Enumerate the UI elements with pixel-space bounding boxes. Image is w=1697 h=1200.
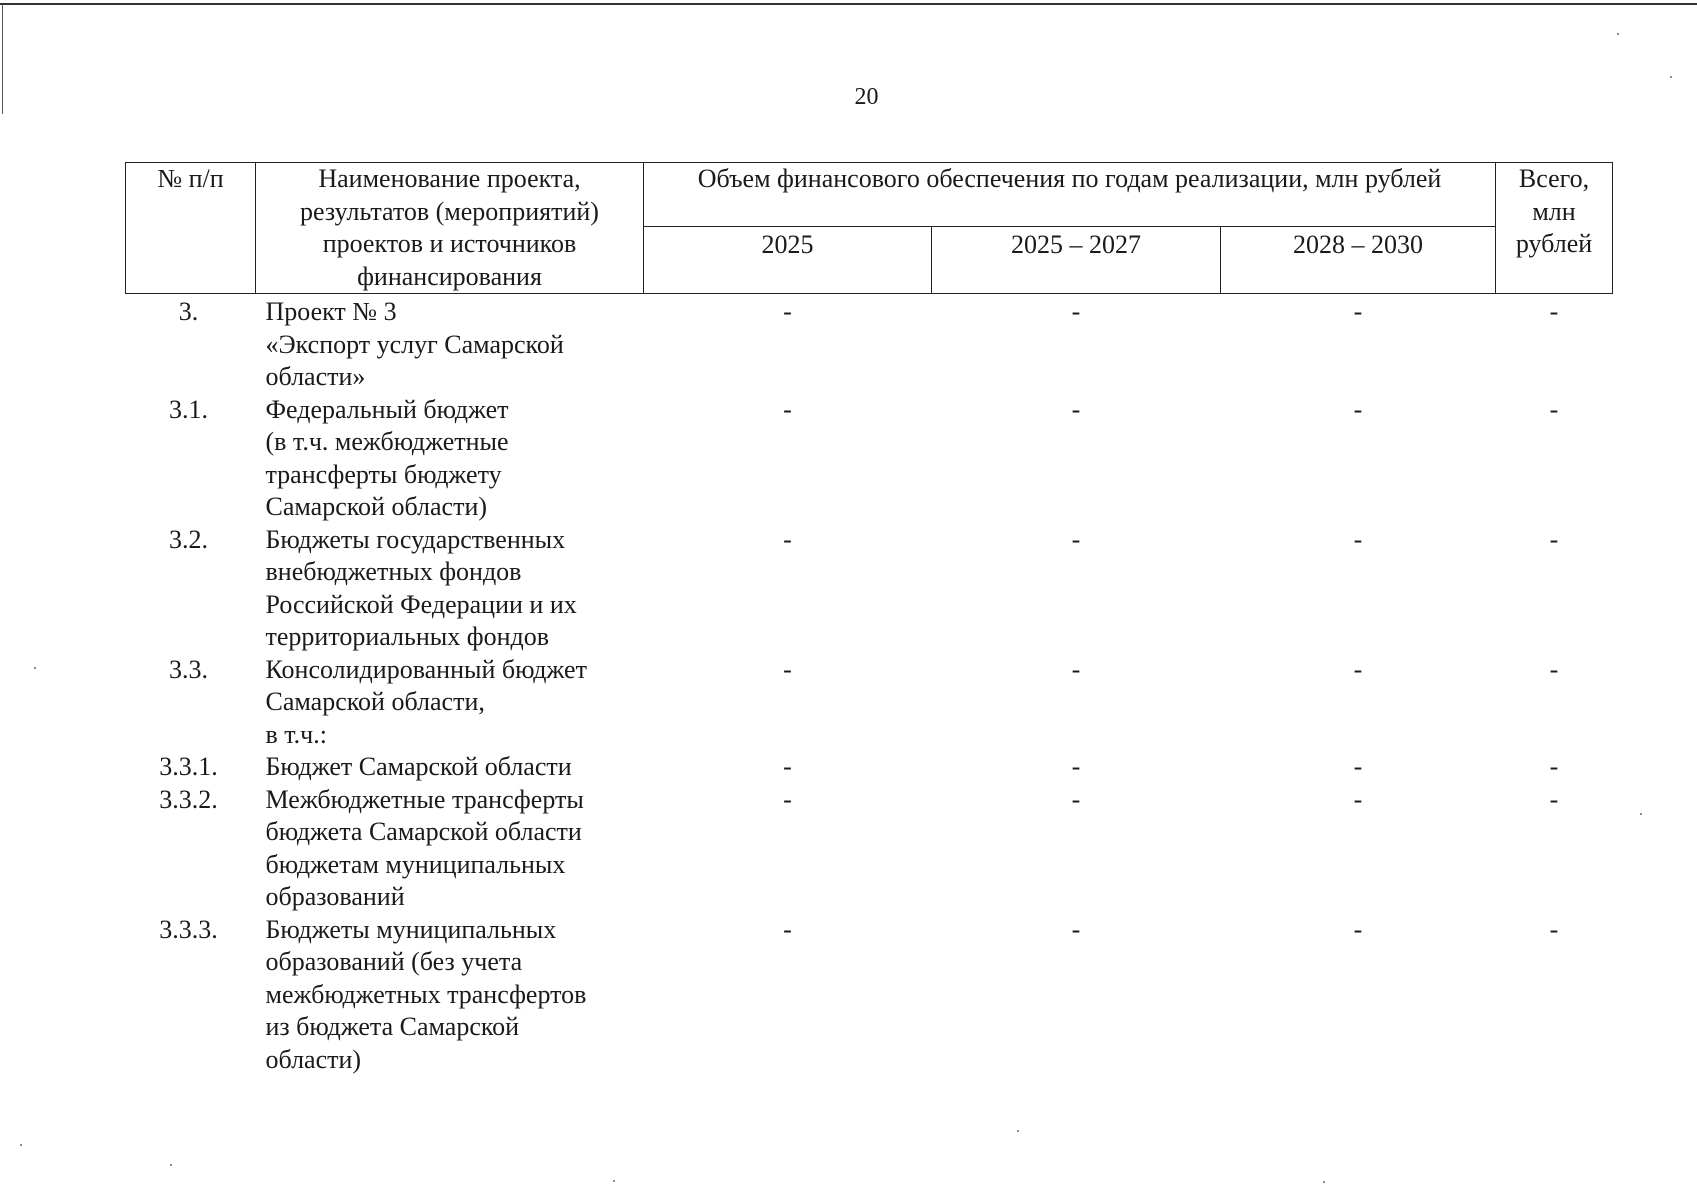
row-number: 3.3.1. (159, 752, 218, 781)
row-name-line: области) (265, 1044, 362, 1074)
value-2025-2027: - (1071, 784, 1081, 814)
value-total: - (1549, 524, 1559, 554)
row-name (256, 751, 644, 784)
row-name-line: территориальных фондов (265, 622, 549, 651)
row-name-line: образований (без учета (265, 947, 523, 976)
value-2025-2027: - (1071, 524, 1081, 554)
value-2025-2027: - (1071, 394, 1081, 424)
table-row (126, 394, 1613, 524)
row-name-line: Межбюджетные трансферты (265, 784, 584, 814)
row-name-line: внебюджетных фондов (265, 557, 522, 586)
row-name-line: Бюджеты государственных (265, 524, 566, 554)
table-row (126, 524, 1613, 654)
row-name-line: межбюджетных трансфертов (265, 979, 587, 1009)
scan-speck (170, 1164, 172, 1166)
value-2028-2030: - (1353, 914, 1363, 944)
row-number: 3.1. (169, 394, 208, 424)
page-number: 20 (854, 84, 879, 110)
header-year-2025: 2025 (644, 226, 932, 293)
row-name (256, 524, 644, 654)
scan-speck (1323, 1181, 1325, 1183)
row-name-line: трансферты бюджету (265, 459, 502, 489)
scan-speck (1670, 76, 1672, 78)
row-number: 3.3. (169, 654, 208, 684)
row-name-line: Федеральный бюджет (265, 394, 509, 424)
row-name (256, 654, 644, 752)
value-2028-2030: - (1353, 784, 1363, 814)
value-total: - (1549, 654, 1559, 684)
value-2025-2027: - (1071, 914, 1081, 944)
header-num: № п/п (126, 163, 256, 294)
row-name-line: Проект № 3 (265, 297, 397, 326)
value-2025-2027: - (1071, 752, 1081, 781)
header-year-2025-2027: 2025 – 2027 (932, 226, 1221, 293)
row-name-line: Консолидированный бюджет (265, 654, 587, 684)
value-2028-2030: - (1353, 394, 1363, 424)
row-name-line: Бюджет Самарской области (265, 752, 572, 781)
row-name-line: «Экспорт услуг Самарской (265, 329, 564, 359)
row-number: 3. (178, 297, 199, 326)
table-header (126, 163, 1613, 294)
value-2025: - (783, 914, 792, 944)
value-2025: - (783, 394, 792, 424)
row-name (256, 784, 644, 914)
table-row (126, 914, 1613, 1077)
row-number: 3.3.2. (159, 784, 218, 814)
value-2025: - (783, 297, 792, 326)
row-number: 3.3.3. (159, 914, 218, 944)
scan-speck (1017, 1130, 1019, 1132)
value-total: - (1549, 297, 1559, 326)
scan-speck (34, 667, 36, 669)
value-2028-2030: - (1353, 524, 1363, 554)
header-total: Всего, млн рублей (1496, 163, 1613, 294)
value-total: - (1549, 752, 1559, 781)
row-name-line: Самарской области) (265, 492, 488, 521)
table-row (126, 654, 1613, 752)
row-name (256, 914, 644, 1077)
value-2028-2030: - (1353, 654, 1363, 684)
scan-speck (1640, 813, 1642, 815)
row-name-line: образований (265, 882, 405, 911)
row-name (256, 394, 644, 524)
table-row (126, 294, 1613, 394)
value-2025: - (783, 654, 792, 684)
value-2025: - (783, 524, 792, 554)
value-total: - (1549, 914, 1559, 944)
top-border-line (0, 3, 1697, 5)
value-total: - (1549, 784, 1559, 814)
row-name-line: Российской Федерации и их (265, 589, 577, 619)
row-name-line: (в т.ч. межбюджетные (265, 427, 509, 456)
row-name-line: Бюджеты муниципальных (265, 914, 557, 944)
row-name-line: из бюджета Самарской (265, 1012, 520, 1041)
scan-speck (1617, 33, 1619, 35)
value-2025-2027: - (1071, 654, 1081, 684)
header-year-2028-2030: 2028 – 2030 (1221, 226, 1496, 293)
table-row (126, 751, 1613, 784)
row-name-line: области» (265, 362, 366, 391)
value-total: - (1549, 394, 1559, 424)
table-body (126, 294, 1613, 1077)
row-number: 3.2. (169, 524, 208, 554)
scan-speck (613, 1180, 615, 1182)
scan-speck (20, 1144, 22, 1146)
value-2025-2027: - (1071, 297, 1081, 326)
value-2025: - (783, 784, 792, 814)
row-name (256, 294, 644, 394)
header-name: Наименование проекта, результатов (мероприятий) проектов и источников финансирования (256, 163, 644, 294)
table-row (126, 784, 1613, 914)
row-name-line: в т.ч.: (265, 719, 327, 749)
value-2025: - (783, 752, 792, 781)
financing-table (125, 162, 1613, 1076)
value-2028-2030: - (1353, 752, 1363, 781)
row-name-line: бюджета Самарской области (265, 817, 582, 846)
value-2028-2030: - (1353, 297, 1363, 326)
row-name-line: Самарской области, (265, 687, 485, 716)
row-name-line: бюджетам муниципальных (265, 849, 566, 879)
header-volume: Объем финансового обеспечения по годам реализации, млн рублей (644, 163, 1496, 227)
